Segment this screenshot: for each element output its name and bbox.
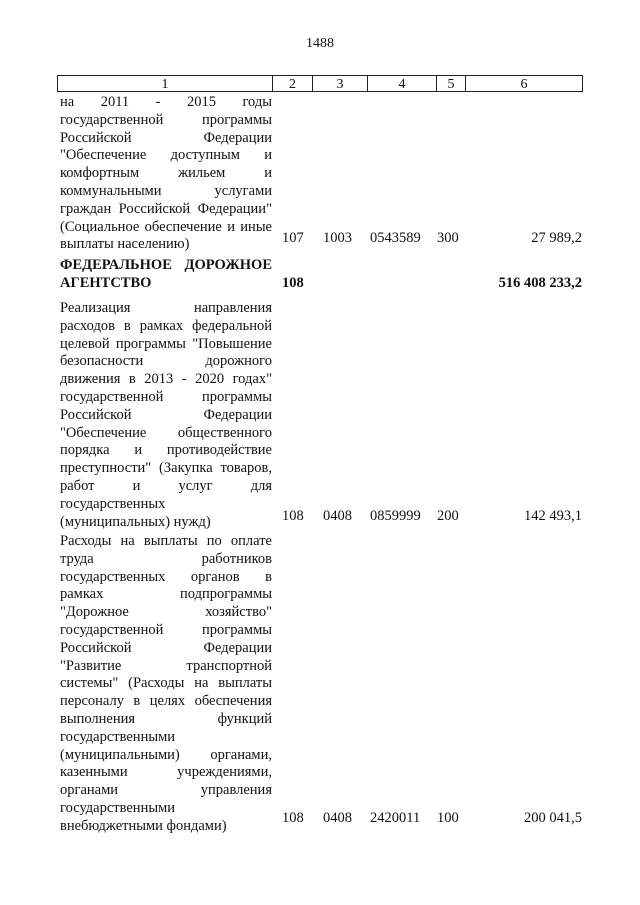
description-line: государственных органов в xyxy=(60,568,272,585)
cell-col6: 27 989,2 xyxy=(531,230,582,246)
description-line: системы" (Расходы на выплаты xyxy=(60,675,272,692)
header-col-6: 6 xyxy=(465,75,583,92)
description-line: государственной программы xyxy=(60,111,272,128)
cell-col5: 200 xyxy=(437,508,459,524)
description-line: (муниципальными) органами, xyxy=(60,746,272,763)
description-line: безопасности дорожного xyxy=(60,353,272,370)
description-line: Российской Федерации xyxy=(60,129,272,146)
description-line: на 2011 - 2015 годы xyxy=(60,94,272,110)
table-row-description xyxy=(60,257,272,293)
description-line: расходов в рамках федеральной xyxy=(60,317,272,334)
description-line: граждан Российской Федерации" xyxy=(60,200,272,217)
description-line: Расходы на выплаты по оплате xyxy=(60,533,272,549)
description-line: Российской Федерации xyxy=(60,406,272,423)
header-col-3: 3 xyxy=(312,75,367,92)
description-line: (муниципальных) нужд) xyxy=(60,513,211,530)
description-line: внебюджетными фондами) xyxy=(60,817,227,834)
header-col-4: 4 xyxy=(367,75,436,92)
cell-col3: 1003 xyxy=(323,230,352,246)
header-col-1: 1 xyxy=(57,75,272,92)
cell-col2: 108 xyxy=(282,508,304,524)
description-line: АГЕНТСТВО xyxy=(60,274,152,291)
header-col-5: 5 xyxy=(436,75,465,92)
cell-col5: 300 xyxy=(437,230,459,246)
table-row-description xyxy=(60,300,272,531)
cell-col6: 200 041,5 xyxy=(524,810,582,826)
description-line: комфортным жильем и xyxy=(60,165,272,182)
description-line: "Обеспечение общественного xyxy=(60,424,272,441)
description-line: органами управления xyxy=(60,782,272,799)
cell-col3: 0408 xyxy=(323,810,352,826)
description-line: "Обеспечение доступным и xyxy=(60,147,272,164)
page-number: 1488 xyxy=(306,36,334,51)
cell-col2: 107 xyxy=(282,230,304,246)
table-header-row xyxy=(57,75,583,93)
cell-col4: 0859999 xyxy=(370,508,421,524)
cell-col3: 0408 xyxy=(323,508,352,524)
description-line: "Дорожное хозяйство" xyxy=(60,604,272,621)
table-row-description xyxy=(60,533,272,836)
description-line: государственной программы xyxy=(60,621,272,638)
cell-col2: 108 xyxy=(282,810,304,826)
description-line: рамках подпрограммы xyxy=(60,586,272,603)
cell-col4: 2420011 xyxy=(370,810,421,826)
description-line: государственными xyxy=(60,799,176,816)
description-line: Российской Федерации xyxy=(60,639,272,656)
description-line: казенными учреждениями, xyxy=(60,764,272,781)
description-line: целевой программы "Повышение xyxy=(60,335,272,352)
header-col-2: 2 xyxy=(272,75,312,92)
description-line: движения в 2013 - 2020 годах" xyxy=(60,371,272,388)
description-line: работ и услуг для xyxy=(60,477,272,494)
description-line: государственными xyxy=(60,728,176,745)
description-line: (Социальное обеспечение и иные xyxy=(60,218,272,235)
description-line: государственных xyxy=(60,495,166,512)
description-line: государственной программы xyxy=(60,388,272,405)
description-line: порядка и противодействие xyxy=(60,442,272,459)
description-line: выплаты населению) xyxy=(60,236,190,253)
table-row-description xyxy=(60,94,272,254)
description-line: ФЕДЕРАЛЬНОЕ ДОРОЖНОЕ xyxy=(60,257,272,273)
description-line: преступности" (Закупка товаров, xyxy=(60,460,272,477)
cell-col6: 142 493,1 xyxy=(524,508,582,524)
cell-col4: 0543589 xyxy=(370,230,421,246)
description-line: выполнения функций xyxy=(60,710,272,727)
cell-col5: 100 xyxy=(437,810,459,826)
cell-col6: 516 408 233,2 xyxy=(498,275,582,291)
description-line: Реализация направления xyxy=(60,300,272,316)
description-line: персоналу в целях обеспечения xyxy=(60,693,272,710)
description-line: "Развитие транспортной xyxy=(60,657,272,674)
description-line: коммунальными услугами xyxy=(60,182,272,199)
cell-col2: 108 xyxy=(282,275,304,291)
description-line: труда работников xyxy=(60,550,272,567)
